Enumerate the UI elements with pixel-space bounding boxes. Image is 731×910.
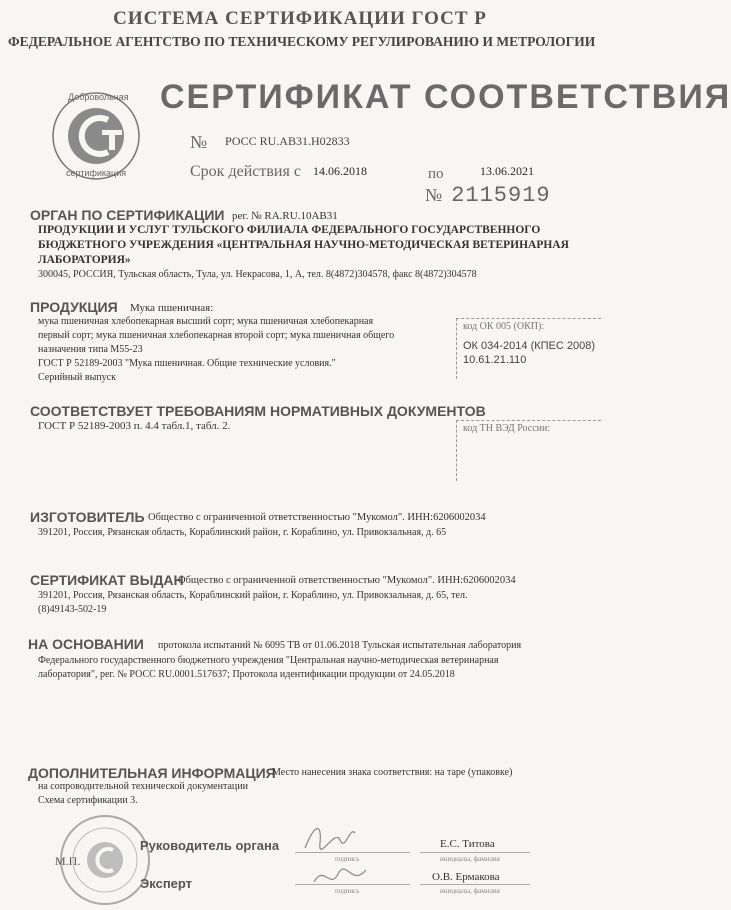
conformity-heading: СООТВЕТСТВУЕТ ТРЕБОВАНИЯМ НОРМАТИВНЫХ ДОКУМЕНТОВ <box>30 403 486 419</box>
stamp-label: М.П. <box>55 854 81 868</box>
product-line5: Серийный выпуск <box>38 372 116 383</box>
head-name-line <box>420 852 530 853</box>
manufacturer-address: 391201, Россия, Рязанская область, Кораблинский район, г. Кораблино, ул. Привокзальная, д. 65 <box>38 527 447 538</box>
serial-value: 2115919 <box>451 183 551 208</box>
basis-line2: Федерального государственного бюджетного учреждения "Центральная научно-методическая ветеринарная <box>38 655 499 666</box>
basis-heading: НА ОСНОВАНИИ <box>28 636 144 652</box>
system-title: СИСТЕМА СЕРТИФИКАЦИИ ГОСТ Р <box>113 8 487 29</box>
basis-line3: лаборатория", рег. № РОСС RU.0001.517637; Протокола идентификации продукции от 24.05.2018 <box>38 669 455 680</box>
number-label: № <box>190 132 208 152</box>
tnved-box <box>456 420 601 481</box>
head-signature-caption: подпись <box>335 855 360 863</box>
issued-address-1: 391201, Россия, Рязанская область, Кораблинский район, г. Кораблино, ул. Привокзальная, д. 65, тел. <box>38 590 468 601</box>
organ-address: 300045, РОССИЯ, Тульская область, Тула, ул. Некрасова, 1, А, тел. 8(4872)304578, факс 8(4872)304578 <box>38 269 477 280</box>
head-label: Руководитель органа <box>140 838 280 853</box>
organ-name-line2: БЮДЖЕТНОГО УЧРЕЖДЕНИЯ «ЦЕНТРАЛЬНАЯ НАУЧНО-МЕТОДИЧЕСКАЯ ВЕТЕРИНАРНАЯ <box>38 239 569 251</box>
expert-label: Эксперт <box>140 876 193 891</box>
product-line1: мука пшеничная хлебопекарная высший сорт; мука пшеничная хлебопекарная <box>38 316 374 327</box>
conformity-text: ГОСТ Р 52189-2003 п. 4.4 табл.1, табл. 2. <box>38 420 231 432</box>
serial-number <box>425 183 551 208</box>
expert-name-caption: инициалы, фамилия <box>440 887 500 895</box>
okp-box <box>456 318 601 379</box>
head-signature <box>300 818 360 858</box>
product-name: Мука пшеничная: <box>130 302 214 314</box>
valid-to-label: по <box>428 166 444 182</box>
issued-heading: СЕРТИФИКАТ ВЫДАН <box>30 572 184 588</box>
head-name-caption: инициалы, фамилия <box>440 855 500 863</box>
expert-name: О.В. Ермакова <box>432 871 500 883</box>
product-heading: ПРОДУКЦИЯ <box>30 299 118 315</box>
agency-name: ФЕДЕРАЛЬНОЕ АГЕНТСТВО ПО ТЕХНИЧЕСКОМУ РЕГУЛИРОВАНИЮ И МЕТРОЛОГИИ <box>8 34 596 49</box>
manufacturer-heading: ИЗГОТОВИТЕЛЬ <box>30 509 145 525</box>
serial-label: № <box>425 185 444 205</box>
tnved-label: код ТН ВЭД России: <box>463 423 551 434</box>
certificate-number: РОСС RU.АВ31.Н02833 <box>225 134 350 148</box>
expert-signature-caption: подпись <box>335 887 360 895</box>
okp-value-2: 10.61.21.110 <box>463 354 527 366</box>
okp-label: код ОК 005 (ОКП): <box>463 321 545 332</box>
valid-from: 14.06.2018 <box>313 164 367 178</box>
additional-heading: ДОПОЛНИТЕЛЬНАЯ ИНФОРМАЦИЯ <box>28 765 276 781</box>
rst-logo <box>50 90 142 182</box>
certificate-title: СЕРТИФИКАТ СООТВЕТСТВИЯ <box>160 78 731 116</box>
additional-line2: на сопроводительной технической документации <box>38 781 248 792</box>
signature-icon <box>310 862 370 892</box>
additional-line1: Место нанесения знака соответствия: на таре (упаковке) <box>272 767 513 778</box>
product-line3: назначения типа М55-23 <box>38 344 143 355</box>
validity-label: Срок действия с <box>190 163 301 180</box>
organ-name-line3: ЛАБОРАТОРИЯ» <box>38 254 131 266</box>
expert-signature <box>310 862 370 892</box>
expert-name-line <box>420 884 530 885</box>
valid-to: 13.06.2021 <box>480 164 534 178</box>
okp-value-1: ОК 034-2014 (КПЕС 2008) <box>463 340 596 352</box>
logo-bottom-text: сертификация <box>66 168 127 178</box>
product-line2: первый сорт; мука пшеничная хлебопекарная второй сорт; мука пшеничная общего <box>38 330 395 341</box>
head-name: Е.С. Титова <box>440 838 495 850</box>
signature-icon <box>300 818 360 858</box>
organ-reg: рег. № RA.RU.10АВ31 <box>232 210 338 222</box>
issued-address-2: (8)49143-502-19 <box>38 604 107 615</box>
product-line4: ГОСТ Р 52189-2003 "Мука пшеничная. Общие технические условия." <box>38 358 336 369</box>
organ-heading: ОРГАН ПО СЕРТИФИКАЦИИ <box>30 207 225 223</box>
basis-line1: протокола испытаний № 6095 ТВ от 01.06.2018 Тульская испытательная лаборатория <box>158 640 522 651</box>
organ-name-line1: ПРОДУКЦИИ И УСЛУГ ТУЛЬСКОГО ФИЛИАЛА ФЕДЕРАЛЬНОГО ГОСУДАРСТВЕННОГО <box>38 224 541 236</box>
issued-name: Общество с ограниченной ответственностью "Мукомол". ИНН:6206002034 <box>178 575 516 586</box>
logo-top-text: Добровольная <box>68 92 129 102</box>
manufacturer-name: Общество с ограниченной ответственностью "Мукомол". ИНН:6206002034 <box>148 512 486 523</box>
additional-line3: Схема сертификации 3. <box>38 795 138 806</box>
